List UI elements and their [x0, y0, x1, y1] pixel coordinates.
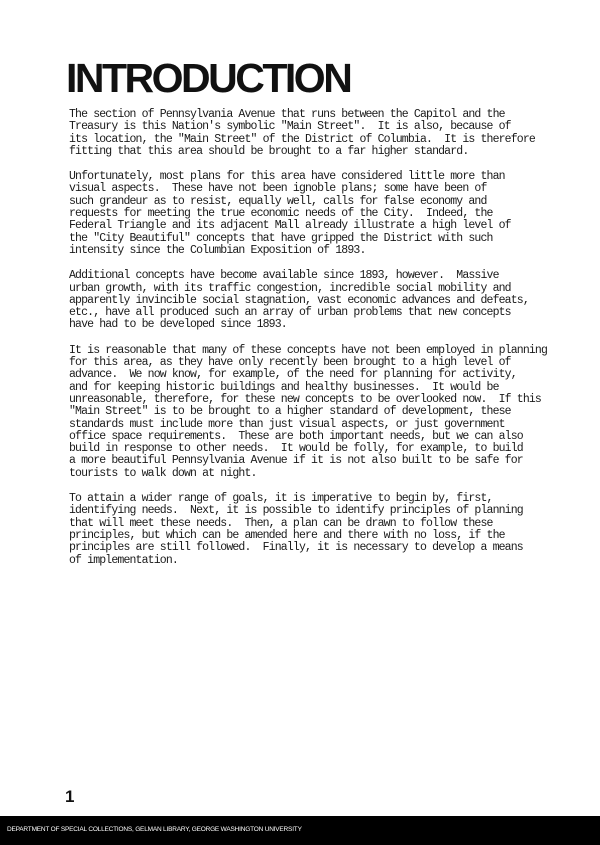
text-line: advance. We now know, for example, of the need for planning for activity, — [69, 368, 517, 382]
paragraph-5 — [69, 493, 579, 567]
text-line: tourists to walk down at night. — [69, 466, 257, 480]
text-line: that will meet these needs. Then, a plan can be drawn to follow these — [69, 516, 493, 530]
text-line: It is reasonable that many of these concepts have not been employed in planning — [69, 343, 548, 357]
paragraph-4 — [69, 345, 579, 480]
text-line: visual aspects. These have not been ignoble plans; some have been of — [69, 182, 487, 196]
text-line: principles, but which can be amended here and there with no loss, if the — [69, 528, 505, 542]
page-number: 1 — [65, 787, 75, 806]
text-line: urban growth, with its traffic congestion, incredible social mobility and — [69, 281, 511, 295]
text-line: build in response to other needs. It would be folly, for example, to build — [69, 442, 523, 456]
page-title: INTRODUCTION — [66, 55, 351, 101]
text-line: for this area, as they have only recently been brought to a high level of — [69, 356, 511, 370]
text-line: principles are still followed. Finally, it is necessary to develop a means — [69, 541, 523, 555]
text-line: have had to be developed since 1893. — [69, 318, 287, 332]
footer-credit: DEPARTMENT OF SPECIAL COLLECTIONS, GELMAN LIBRARY, GEORGE WASHINGTON UNIVERSITY — [7, 826, 302, 833]
text-line: intensity since the Columbian Exposition of 1893. — [69, 243, 366, 257]
text-line: of implementation. — [69, 553, 178, 567]
footer-bar — [0, 816, 600, 845]
text-line: Additional concepts have become available since 1893, however. Massive — [69, 269, 499, 283]
text-line: To attain a wider range of goals, it is imperative to begin by, first, — [69, 492, 493, 506]
text-line: unreasonable, therefore, for these new concepts to be overlooked now. If this — [69, 392, 541, 406]
text-line: fitting that this area should be brought to a far higher standard. — [69, 144, 469, 158]
body-text — [69, 109, 579, 580]
text-line: The section of Pennsylvania Avenue that runs between the Capitol and the — [69, 108, 505, 121]
paragraph-3 — [69, 270, 579, 331]
text-line: office space requirements. These are both important needs, but we can also — [69, 429, 523, 443]
text-line: the "City Beautiful" concepts that have gripped the District with such — [69, 231, 493, 245]
text-line: and for keeping historic buildings and healthy businesses. It would be — [69, 380, 499, 394]
text-line: Treasury is this Nation's symbolic "Main Street". It is also, because of — [69, 120, 511, 134]
text-line: identifying needs. Next, it is possible to identify principles of planning — [69, 504, 523, 518]
text-line: standards must include more than just visual aspects, or just government — [69, 417, 505, 431]
text-line: its location, the "Main Street" of the District of Columbia. It is therefore — [69, 132, 535, 146]
text-line: Federal Triangle and its adjacent Mall already illustrate a high level of — [69, 219, 511, 233]
text-line: a more beautiful Pennsylvania Avenue if it is not also built to be safe for — [69, 454, 523, 468]
text-line: such grandeur as to resist, equally well, calls for false economy and — [69, 194, 487, 208]
paragraph-1 — [69, 109, 579, 158]
text-line: etc., have all produced such an array of urban problems that new concepts — [69, 306, 511, 320]
text-line: requests for meeting the true economic needs of the City. Indeed, the — [69, 207, 493, 221]
paragraph-2 — [69, 171, 579, 257]
text-line: "Main Street" is to be brought to a higher standard of development, these — [69, 405, 511, 419]
text-line: apparently invincible social stagnation, vast economic advances and defeats, — [69, 293, 529, 307]
text-line: Unfortunately, most plans for this area have considered little more than — [69, 170, 505, 184]
